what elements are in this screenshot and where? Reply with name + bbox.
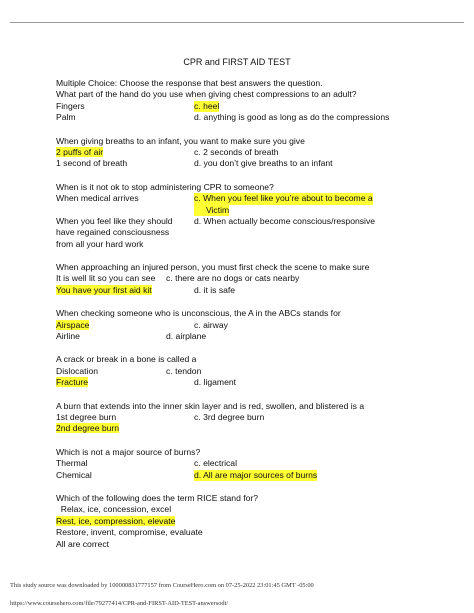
q2-option-a: 2 puffs of air <box>56 146 104 157</box>
q6-row-2 <box>56 377 434 388</box>
q6-option-c: c. tendon <box>166 365 202 376</box>
q1-option-c: c. heel <box>194 100 220 111</box>
question-1: What part of the hand do you use when giving chest compressions to an adult? <box>56 89 357 100</box>
q4-option-c: c. there are no dogs or cats nearby <box>166 273 300 284</box>
q3-option-b-cont-1: have regained consciousness <box>56 227 170 238</box>
q7-row-2 <box>56 423 434 434</box>
q6-row-1 <box>56 366 434 377</box>
q1-row-2 <box>56 112 434 123</box>
q7-option-a: 1st degree burn <box>56 411 117 422</box>
q2-option-b: 1 second of breath <box>56 158 128 169</box>
q2-option-d: d. you don’t give breaths to an infant <box>194 158 333 169</box>
q3-option-b: When you feel like they should <box>56 215 173 226</box>
q4-row-2 <box>56 285 434 296</box>
q8-option-d: d. All are major sources of burns <box>194 469 318 480</box>
q4-option-d: d. it is safe <box>194 284 236 295</box>
q5-option-a: Airspace <box>56 319 90 330</box>
q8-option-b: Chemical <box>56 469 92 480</box>
q4-row-1 <box>56 273 434 284</box>
q7-option-c: c. 3rd degree burn <box>194 411 265 422</box>
q1-option-a: Fingers <box>56 100 85 111</box>
q9-option-d: All are correct <box>56 538 110 549</box>
q7-option-b: 2nd degree burn <box>56 423 120 434</box>
q8-option-a: Thermal <box>56 458 88 469</box>
q9-option-a: Relax, ice, concession, excel <box>56 504 172 515</box>
q3-row-3 <box>56 216 434 227</box>
question-5: When checking someone who is unconscious, the A in the ABCs stands for <box>56 308 341 319</box>
question-8: Which is not a major source of burns? <box>56 446 201 457</box>
page-title: CPR and FIRST AID TEST <box>183 57 291 67</box>
q9-option-b: Rest, ice, compression, elevate <box>56 515 176 526</box>
q3-option-b-cont-2: from all your hard work <box>56 238 144 249</box>
header-rule <box>10 22 464 23</box>
q4-option-b: You have your first aid kit <box>56 284 152 295</box>
question-3: When is it not ok to stop administering CPR to someone? <box>56 181 274 192</box>
q1-row-1 <box>56 101 434 112</box>
q9-option-c: Restore, invent, compromise, evaluate <box>56 527 203 538</box>
q5-row-2 <box>56 331 434 342</box>
q6-option-a: Dislocation <box>56 365 99 376</box>
q5-option-c: c. airway <box>194 319 228 330</box>
q1-option-d: d. anything is good as long as do the compressions <box>194 112 390 123</box>
q9-row-b <box>56 516 434 527</box>
footer-url-link[interactable]: https://www.coursehero.com/file/79277414/CPR-and-FIRST-AID-TEST-answersodt/ <box>10 600 229 607</box>
q5-option-b: Airline <box>56 331 80 342</box>
q8-row-2 <box>56 470 434 481</box>
question-6: A crack or break in a bone is called a <box>56 354 197 365</box>
intro-text: Multiple Choice: Choose the response that best answers the question. <box>56 78 323 88</box>
q3-option-d: d. When actually become conscious/responsive <box>194 215 376 226</box>
question-4: When approaching an injured person, you must first check the scene to make sure <box>56 262 370 273</box>
q5-option-d: d. airplane <box>166 331 207 342</box>
q2-option-c: c. 2 seconds of breath <box>194 146 279 157</box>
q4-option-a: It is well lit so you can see <box>56 273 156 284</box>
question-7: A burn that extends into the inner skin layer and is red, swollen, and blistered is a <box>56 400 365 411</box>
q3-option-a: When medical arrives <box>56 193 139 204</box>
q3-option-c-cont: Victim <box>194 204 230 215</box>
q3-row-2 <box>56 205 434 216</box>
question-9: Which of the following does the term RICE stand for? <box>56 492 259 503</box>
q3-row-1 <box>56 193 434 204</box>
q5-row-1 <box>56 320 434 331</box>
q2-row-1 <box>56 147 434 158</box>
q8-option-c: c. electrical <box>194 458 237 469</box>
q2-row-2 <box>56 158 434 169</box>
q7-row-1 <box>56 412 434 423</box>
q8-row-1 <box>56 458 434 469</box>
question-2: When giving breaths to an infant, you want to make sure you give <box>56 135 305 146</box>
test-content <box>56 78 434 550</box>
footer-source-text: This study source was downloaded by 100000831777157 from CourseHero.com on 07-25-2022 23:01:45 GMT -05:00 <box>10 582 314 589</box>
q1-option-b: Palm <box>56 112 76 123</box>
q6-option-b: Fracture <box>56 377 88 388</box>
q3-option-c: c. When you feel like you’re about to become a <box>194 193 373 204</box>
q6-option-d: d. ligament <box>194 377 237 388</box>
